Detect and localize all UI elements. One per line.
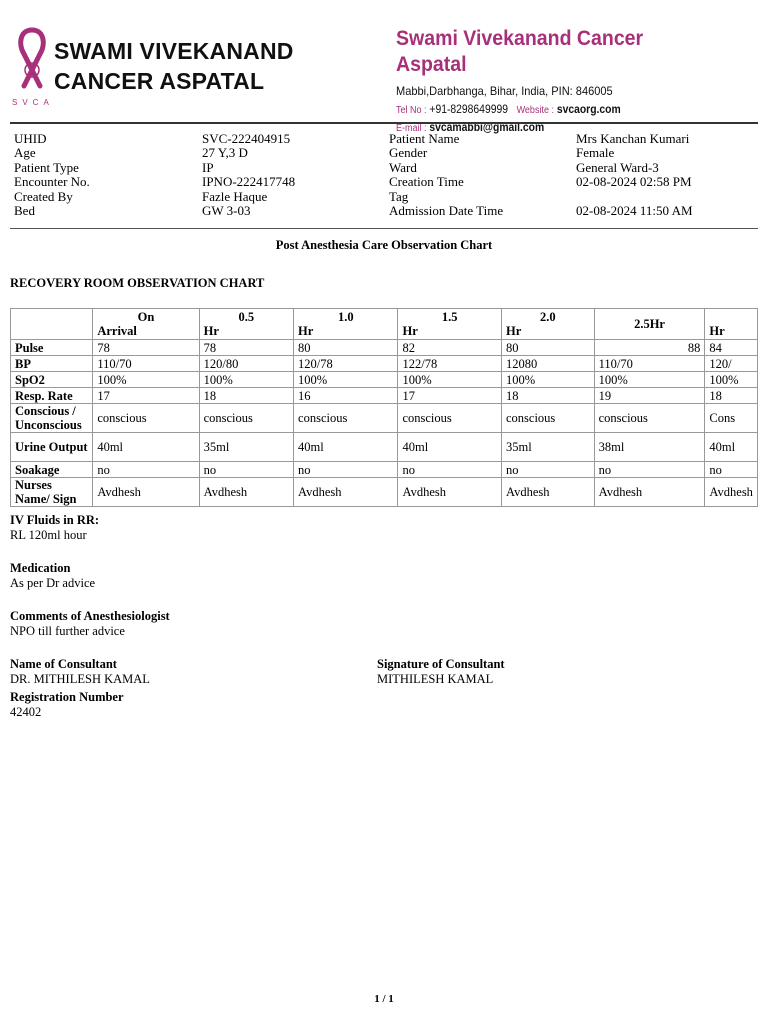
table-cell: conscious <box>398 404 502 433</box>
table-cell: 88 <box>594 340 705 356</box>
info-label: Patient Name <box>389 131 460 146</box>
table-row <box>11 388 758 404</box>
table-cell: Avdhesh <box>705 478 758 507</box>
table-cell: no <box>594 462 705 478</box>
uhid-value: SVC-222404915 <box>202 131 291 146</box>
registration-heading: Registration Number <box>10 690 124 704</box>
medication-heading: Medication <box>10 561 71 575</box>
table-cell: 40ml <box>93 433 199 462</box>
info-label: Patient Type <box>14 159 79 175</box>
table-cell: 18 <box>199 388 293 404</box>
table-cell: no <box>398 462 502 478</box>
table-cell: 120/78 <box>294 356 398 372</box>
table-cell: no <box>705 462 758 478</box>
table-row <box>11 462 758 478</box>
table-cell: 40ml <box>705 433 758 462</box>
signature-value: MITHILESH KAMAL <box>377 672 494 686</box>
column-header: 2.0 Hr <box>502 309 595 340</box>
medication-value: As per Dr advice <box>10 576 96 590</box>
hospital-address: Mabbi,Darbhanga, Bihar, India, PIN: 846005 <box>396 84 613 98</box>
registration-section <box>10 690 124 720</box>
table-cell: 35ml <box>199 433 293 462</box>
table-cell: 40ml <box>398 433 502 462</box>
consultant-heading: Name of Consultant <box>10 657 117 671</box>
column-header: On Arrival <box>93 309 199 340</box>
age-value: 27 Y,3 D <box>202 145 248 161</box>
table-cell: 110/70 <box>594 356 705 372</box>
observation-table <box>10 308 758 507</box>
email-label: E-mail : <box>396 123 427 134</box>
table-row <box>11 372 758 388</box>
tel-label: Tel No : <box>396 105 427 116</box>
table-cell: 19 <box>594 388 705 404</box>
table-row <box>11 478 758 507</box>
table-cell: 16 <box>294 388 398 404</box>
table-cell: 80 <box>502 340 595 356</box>
table-cell: 78 <box>199 340 293 356</box>
table-cell: conscious <box>294 404 398 433</box>
table-cell: 100% <box>398 372 502 388</box>
table-row <box>11 340 758 356</box>
registration-value: 42402 <box>10 705 42 719</box>
website-label: Website : <box>516 105 554 116</box>
admission-time-value: 02-08-2024 11:50 AM <box>576 203 693 219</box>
table-cell: Avdhesh <box>294 478 398 507</box>
info-label: Tag <box>389 188 409 204</box>
table-cell: 122/78 <box>398 356 502 372</box>
signature-heading: Signature of Consultant <box>377 657 505 671</box>
table-cell: 100% <box>93 372 199 388</box>
table-row <box>11 356 758 372</box>
table-cell: 100% <box>294 372 398 388</box>
chart-title: Post Anesthesia Care Observation Chart <box>275 238 493 252</box>
table-cell: 18 <box>502 388 595 404</box>
row-label: BP <box>11 356 93 372</box>
table-cell: 78 <box>93 340 199 356</box>
table-cell: conscious <box>93 404 199 433</box>
header-corner <box>11 309 93 340</box>
table-cell: 100% <box>594 372 705 388</box>
info-label: UHID <box>14 131 47 146</box>
row-label: Soakage <box>11 462 93 478</box>
table-cell: Avdhesh <box>502 478 595 507</box>
table-cell: 82 <box>398 340 502 356</box>
table-cell: conscious <box>502 404 595 433</box>
column-header: 2.5Hr <box>594 309 705 340</box>
row-label: Conscious / Unconscious <box>11 404 93 433</box>
table-cell: Avdhesh <box>199 478 293 507</box>
column-header: 1.0 Hr <box>294 309 398 340</box>
info-label: Gender <box>389 145 428 161</box>
table-cell: 100% <box>502 372 595 388</box>
info-label: Created By <box>14 188 73 204</box>
patient-type-value: IP <box>202 159 214 175</box>
table-cell: 84 <box>705 340 758 356</box>
info-label: Creation Time <box>389 174 464 190</box>
table-cell: 18 <box>705 388 758 404</box>
patient-name-value: Mrs Kanchan Kumari <box>576 131 690 146</box>
table-cell: 120/ <box>705 356 758 372</box>
email-value[interactable]: svcamabbi@gmail.com <box>429 122 545 134</box>
tel-number: +91-8298649999 <box>429 104 508 116</box>
table-cell: 17 <box>93 388 199 404</box>
table-cell: Avdhesh <box>594 478 705 507</box>
signature-section <box>377 657 505 687</box>
table-cell: no <box>199 462 293 478</box>
table-cell: no <box>294 462 398 478</box>
website-value[interactable]: svcaorg.com <box>556 104 621 116</box>
table-cell: conscious <box>199 404 293 433</box>
logo-abbreviation: SVCA <box>12 98 54 107</box>
encounter-value: IPNO-222417748 <box>202 174 296 190</box>
table-cell: 38ml <box>594 433 705 462</box>
medication-section <box>10 561 95 591</box>
consultant-value: DR. MITHILESH KAMAL <box>10 672 150 686</box>
logo-line-1: SWAMI VIVEKANAND <box>54 38 294 64</box>
table-cell: 40ml <box>294 433 398 462</box>
consultant-section <box>10 657 150 687</box>
table-cell: Avdhesh <box>398 478 502 507</box>
table-cell: no <box>502 462 595 478</box>
table-cell: no <box>93 462 199 478</box>
bed-value: GW 3-03 <box>202 203 251 219</box>
info-label: Bed <box>14 203 35 219</box>
table-cell: 35ml <box>502 433 595 462</box>
ward-value: General Ward-3 <box>576 159 659 175</box>
row-label: Resp. Rate <box>11 388 93 404</box>
hospital-name: Swami Vivekanand Cancer Aspatal <box>396 27 644 76</box>
table-cell: 120/80 <box>199 356 293 372</box>
table-cell: Cons <box>705 404 758 433</box>
created-by-value: Fazle Haque <box>202 188 268 204</box>
iv-fluids-heading: IV Fluids in RR: <box>10 513 100 527</box>
row-label: SpO2 <box>11 372 93 388</box>
row-label: Nurses Name/ Sign <box>11 478 93 507</box>
table-cell: 80 <box>294 340 398 356</box>
comments-section <box>10 609 170 639</box>
table-cell: 110/70 <box>93 356 199 372</box>
info-label: Admission Date Time <box>389 203 504 219</box>
row-label: Pulse <box>11 340 93 356</box>
table-row <box>11 433 758 462</box>
comments-heading: Comments of Anesthesiologist <box>10 609 170 623</box>
creation-time-value: 02-08-2024 02:58 PM <box>576 174 692 190</box>
info-label: Age <box>14 145 36 161</box>
iv-fluids-value: RL 120ml hour <box>10 528 87 542</box>
table-cell: 17 <box>398 388 502 404</box>
page-indicator: 1 / 1 <box>374 993 394 1005</box>
table-cell: 100% <box>199 372 293 388</box>
table-row <box>11 404 758 433</box>
section-title: RECOVERY ROOM OBSERVATION CHART <box>10 276 265 290</box>
table-cell: 12080 <box>502 356 595 372</box>
column-header: Hr <box>705 309 758 340</box>
info-label: Ward <box>389 159 417 175</box>
info-label: Encounter No. <box>14 174 90 190</box>
table-cell: 100% <box>705 372 758 388</box>
column-header: 0.5 Hr <box>199 309 293 340</box>
iv-fluids-section <box>10 513 99 543</box>
table-header-row <box>11 309 758 340</box>
table-cell: conscious <box>594 404 705 433</box>
table-cell: Avdhesh <box>93 478 199 507</box>
column-header: 1.5 Hr <box>398 309 502 340</box>
comments-value: NPO till further advice <box>10 624 125 638</box>
gender-value: Female <box>576 145 615 161</box>
logo-line-2: CANCER ASPATAL <box>54 68 265 94</box>
row-label: Urine Output <box>11 433 93 462</box>
